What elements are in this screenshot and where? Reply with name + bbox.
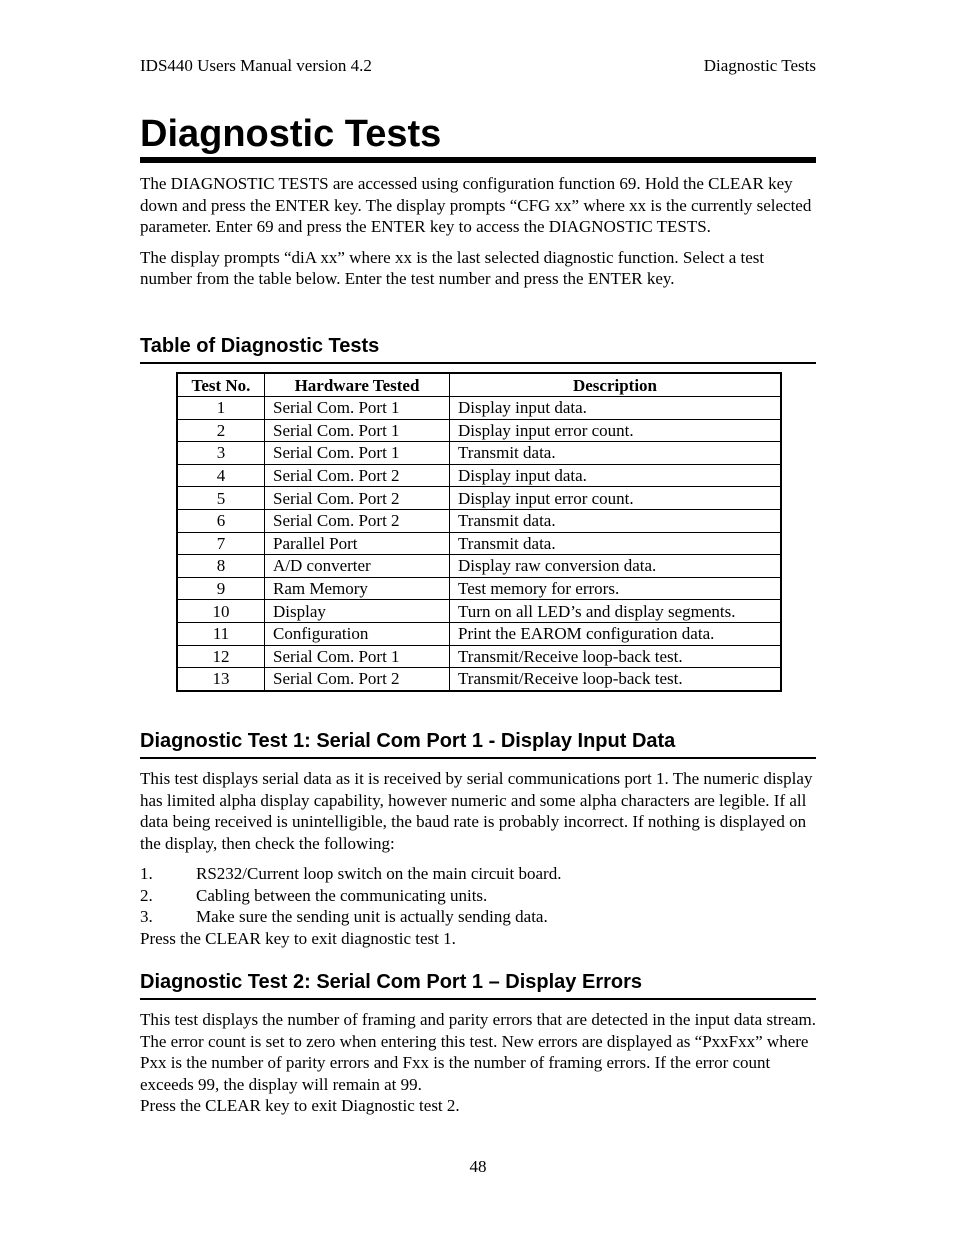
table-row	[177, 555, 781, 578]
cell-description: Print the EAROM configuration data.	[450, 622, 782, 645]
cell-test-no: 13	[177, 668, 265, 691]
table-row	[177, 487, 781, 510]
table-row	[177, 419, 781, 442]
cell-hardware: A/D converter	[265, 555, 450, 578]
cell-hardware: Parallel Port	[265, 532, 450, 555]
column-header-test-no: Test No.	[177, 373, 265, 397]
cell-hardware: Ram Memory	[265, 577, 450, 600]
cell-test-no: 1	[177, 397, 265, 420]
cell-test-no: 12	[177, 645, 265, 668]
cell-description: Transmit data.	[450, 442, 782, 465]
cell-description: Transmit data.	[450, 509, 782, 532]
cell-test-no: 4	[177, 464, 265, 487]
cell-description: Display input data.	[450, 464, 782, 487]
intro-section	[140, 173, 816, 290]
cell-hardware: Configuration	[265, 622, 450, 645]
table-row	[177, 397, 781, 420]
heading-rule	[140, 998, 816, 1000]
list-item: 3. Make sure the sending unit is actually sending data.	[140, 907, 548, 926]
diagnostic-tests-table	[176, 372, 782, 692]
cell-hardware: Display	[265, 600, 450, 623]
cell-test-no: 11	[177, 622, 265, 645]
test1-heading: Diagnostic Test 1: Serial Com Port 1 - Display Input Data	[140, 730, 676, 752]
cell-hardware: Serial Com. Port 2	[265, 487, 450, 510]
table-row	[177, 668, 781, 691]
test1-exit-note: Press the CLEAR key to exit diagnostic test 1.	[140, 928, 456, 948]
table-row	[177, 600, 781, 623]
page-number: 48	[469, 1157, 487, 1176]
test1-checklist	[140, 863, 816, 928]
cell-test-no: 6	[177, 509, 265, 532]
cell-test-no: 2	[177, 419, 265, 442]
header-section-title: Diagnostic Tests	[703, 56, 816, 75]
test2-section	[140, 970, 816, 1117]
cell-test-no: 3	[177, 442, 265, 465]
cell-test-no: 9	[177, 577, 265, 600]
cell-hardware: Serial Com. Port 1	[265, 397, 450, 420]
page-title: Diagnostic Tests	[140, 113, 442, 155]
cell-description: Transmit/Receive loop-back test.	[450, 645, 782, 668]
test2-body: This test displays the number of framing and parity errors that are detected in the input data stream. The error count is set to zero when entering this test. New errors are displayed as “PxxFxx” where Pxx is the number of parity errors and Fxx is the number of framing errors. If the error count exceeds 99, the display will remain at 99.	[140, 1010, 817, 1094]
cell-test-no: 8	[177, 555, 265, 578]
cell-hardware: Serial Com. Port 2	[265, 668, 450, 691]
table-row	[177, 509, 781, 532]
cell-description: Transmit data.	[450, 532, 782, 555]
cell-description: Display input error count.	[450, 487, 782, 510]
table-row	[177, 622, 781, 645]
cell-description: Display raw conversion data.	[450, 555, 782, 578]
column-header-description: Description	[450, 373, 782, 397]
table-heading: Table of Diagnostic Tests	[140, 335, 380, 357]
heading-rule	[140, 362, 816, 364]
cell-description: Display input data.	[450, 397, 782, 420]
title-rule	[140, 157, 816, 163]
test1-section	[140, 729, 816, 949]
list-item: 2. Cabling between the communicating units.	[140, 885, 488, 905]
intro-paragraph-2: The display prompts “diA xx” where xx is the last selected diagnostic function. Select a test number from the table below. Enter the test number and press the ENTER key.	[140, 247, 765, 288]
cell-description: Test memory for errors.	[450, 577, 782, 600]
heading-rule	[140, 757, 816, 759]
cell-hardware: Serial Com. Port 2	[265, 464, 450, 487]
table-row	[177, 532, 781, 555]
cell-description: Display input error count.	[450, 419, 782, 442]
cell-hardware: Serial Com. Port 1	[265, 419, 450, 442]
cell-test-no: 10	[177, 600, 265, 623]
column-header-hardware: Hardware Tested	[265, 373, 450, 397]
table-body	[177, 397, 781, 691]
header-manual-title: IDS440 Users Manual version 4.2	[140, 56, 372, 75]
table-row	[177, 577, 781, 600]
table-row	[177, 442, 781, 465]
cell-description: Turn on all LED’s and display segments.	[450, 600, 782, 623]
test2-heading: Diagnostic Test 2: Serial Com Port 1 – Display Errors	[140, 971, 643, 993]
table-row	[177, 645, 781, 668]
cell-description: Transmit/Receive loop-back test.	[450, 668, 782, 691]
cell-hardware: Serial Com. Port 1	[265, 645, 450, 668]
cell-hardware: Serial Com. Port 2	[265, 509, 450, 532]
test1-body: This test displays serial data as it is received by serial communications port 1. The numeric display has limited alpha display capability, however numeric and some alpha characters are legible. If all data being received is unintelligible, the baud rate is probably incorrect. If nothing is displayed on the display, then check the following:	[140, 769, 813, 853]
cell-hardware: Serial Com. Port 1	[265, 442, 450, 465]
cell-test-no: 7	[177, 532, 265, 555]
intro-paragraph-1: The DIAGNOSTIC TESTS are accessed using configuration function 69. Hold the CLEAR key down and press the ENTER key. The display prompts “CFG xx” where xx is the currently selected parameter. Enter 69 and press the ENTER key to access the DIAGNOSTIC TESTS.	[140, 174, 812, 236]
table-section-heading	[140, 334, 816, 364]
table-row	[177, 464, 781, 487]
cell-test-no: 5	[177, 487, 265, 510]
test2-exit-note: Press the CLEAR key to exit Diagnostic test 2.	[140, 1096, 460, 1115]
list-item: 1. RS232/Current loop switch on the main circuit board.	[140, 864, 562, 883]
table-header-row	[177, 373, 781, 397]
